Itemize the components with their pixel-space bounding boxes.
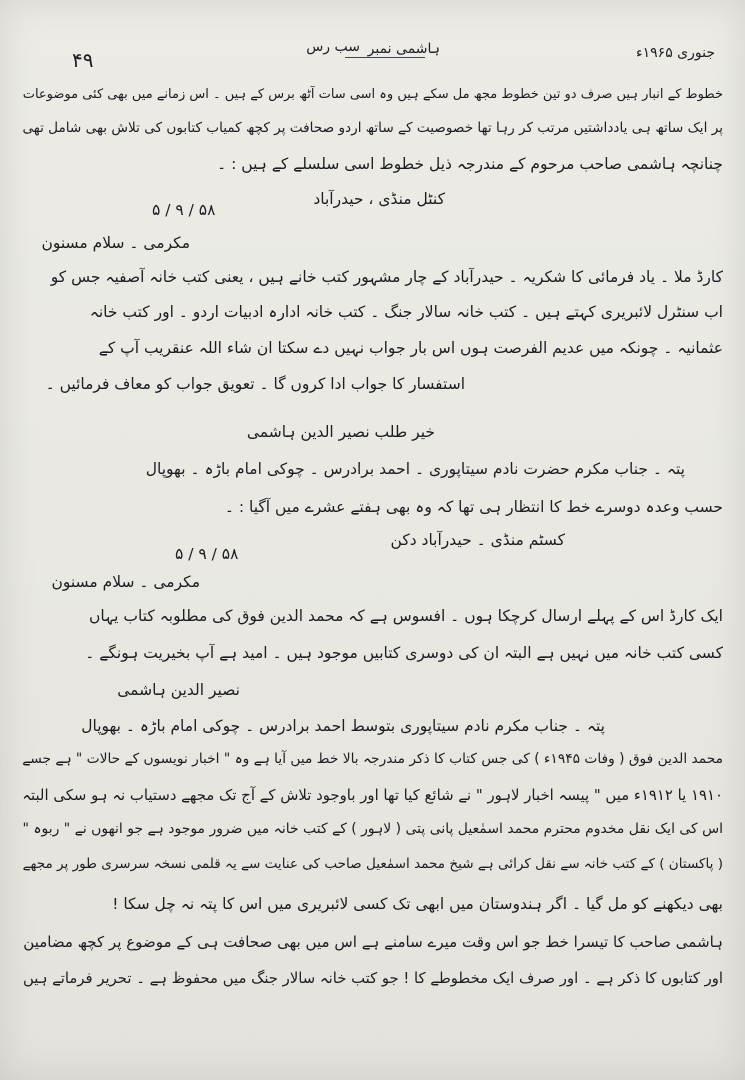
issue-title: ہاشمی نمبر bbox=[367, 41, 440, 57]
body-line: اس کی ایک نقل مخدوم محترم محمد اسمٰعیل پانی پتی ( لاہور ) کے کتب خانہ میں ضرور موجود ہے جو انھوں نے " ربوہ " bbox=[22, 821, 723, 837]
body-line: حسب وعدہ دوسرے خط کا انتظار ہی تھا کہ وہ بھی ہفتے عشرے میں آگیا : ۔ bbox=[224, 498, 723, 516]
header-divider bbox=[345, 57, 425, 58]
body-line: خطوط کے انبار ہیں صرف دو تین خطوط مجھ مل سکے ہیں وہ اسی سات آٹھ برس کے ہیں ۔ اس زمانے میں بھی کئی موضوعات bbox=[22, 87, 723, 102]
letter-place: کسٹم منڈی ۔ حیدرآباد دکن bbox=[390, 531, 565, 549]
body-line: اور کتابوں کا ذکر ہے ۔ اور صرف ایک مخطوطے کا ! جو کتب خانہ سالار جنگ میں محفوظ ہے ۔ تحریر فرماتے ہیں bbox=[22, 970, 723, 987]
letter-salutation: مکرمی ۔ سلام مسنون bbox=[51, 573, 200, 591]
letter-place: کنٹل منڈی ، حیدرآباد bbox=[313, 190, 445, 208]
body-line: بھی دیکھنے کو مل گیا ۔ اگر ہندوستان میں ابھی تک کسی لائبریری میں اس کا پتہ نہ چل سکا ! bbox=[112, 895, 723, 913]
journal-title: سب رس bbox=[306, 39, 360, 55]
body-line: چنانچہ ہاشمی صاحب مرحوم کے مندرجہ ذیل خطوط اسی سلسلے کے ہیں : ۔ bbox=[217, 155, 723, 173]
letter-signature: خیر طلب نصیر الدین ہاشمی bbox=[246, 423, 435, 441]
letter-salutation: مکرمی ۔ سلام مسنون bbox=[41, 234, 190, 252]
body-line: ہاشمی صاحب کا تیسرا خط جو اس وقت میرے سامنے ہے اس میں بھی صحافت ہی کے موضوع پر کچھ مضامین bbox=[23, 933, 723, 951]
letter-line: استفسار کا جواب ادا کروں گا ۔ تعویق جواب کو معاف فرمائیں ۔ bbox=[45, 375, 465, 393]
page-number: ۴۹ bbox=[72, 48, 94, 72]
letter-address: پتہ ۔ جناب مکرم حضرت نادم سیتاپوری ۔ احمد برادرس ۔ چوکی امام باڑہ ۔ بھوپال bbox=[145, 460, 685, 478]
letter-date: ۵ / ۹ / ۵۸ bbox=[175, 545, 239, 563]
letter-line: ایک کارڈ اس کے پہلے ارسال کرچکا ہوں ۔ افسوس ہے کہ محمد الدین فوق کی مطلوبہ کتاب یہاں bbox=[88, 607, 723, 625]
letter-line: کارڈ ملا ۔ یاد فرمائی کا شکریہ ۔ حیدرآباد کے چار مشہور کتب خانے ہیں ، یعنی کتب خانہ آصفیہ جس کو bbox=[50, 268, 723, 286]
body-line: پر ایک ساتھ ہی یادداشتیں مرتب کر رہا تھا خصوصیت کے ساتھ اردو صحافت پر کچھ کمیاب کتابوں کی تلاش بھی شامل تھی bbox=[22, 120, 723, 136]
letter-line: عثمانیہ ۔ چونکہ میں عدیم الفرصت ہوں اس بار جواب نہیں دے سکتا ان شاء اللہ عنقریب آپ کے bbox=[98, 339, 723, 357]
letter-signature: نصیر الدین ہاشمی bbox=[117, 681, 240, 699]
letter-line: کسی کتب خانہ میں نہیں ہے البتہ ان کی دوسری کتابیں موجود ہیں ۔ امید ہے آپ بخیریت ہونگے ۔ bbox=[85, 644, 723, 662]
body-line: ( پاکستان ) کے کتب خانہ سے نقل کرائی ہے شیخ محمد اسمٰعیل صاحب کی عنایت سے یہ قلمی نسخہ سرسری طور پر مجھے bbox=[22, 856, 723, 872]
letter-line: اب سنٹرل لائبریری کہتے ہیں ۔ کتب خانہ سالار جنگ ۔ کتب خانہ ادارہ ادبیات اردو ۔ اور کتب خانہ bbox=[89, 303, 723, 321]
issue-date: جنوری ۱۹۶۵ء bbox=[636, 45, 715, 61]
letter-date: ۵ / ۹ / ۵۸ bbox=[152, 201, 216, 219]
body-line: ۱۹۱۰ یا ۱۹۱۲ء میں " پیسہ اخبار لاہور " نے شائع کیا تھا اور باوجود تلاش کے آج تک مجھے دستیاب نہ ہو سکی البتہ bbox=[22, 786, 723, 804]
letter-address: پتہ ۔ جناب مکرم نادم سیتاپوری بتوسط احمد برادرس ۔ چوکی امام باڑہ ۔ بھوپال bbox=[81, 717, 605, 735]
body-line: محمد الدین فوق ( وفات ۱۹۴۵ء ) کی جس کتاب کا ذکر مندرجہ بالا خط میں آیا ہے وہ " اخبار نویسوں کے حالات " ہے جسے bbox=[22, 751, 723, 767]
